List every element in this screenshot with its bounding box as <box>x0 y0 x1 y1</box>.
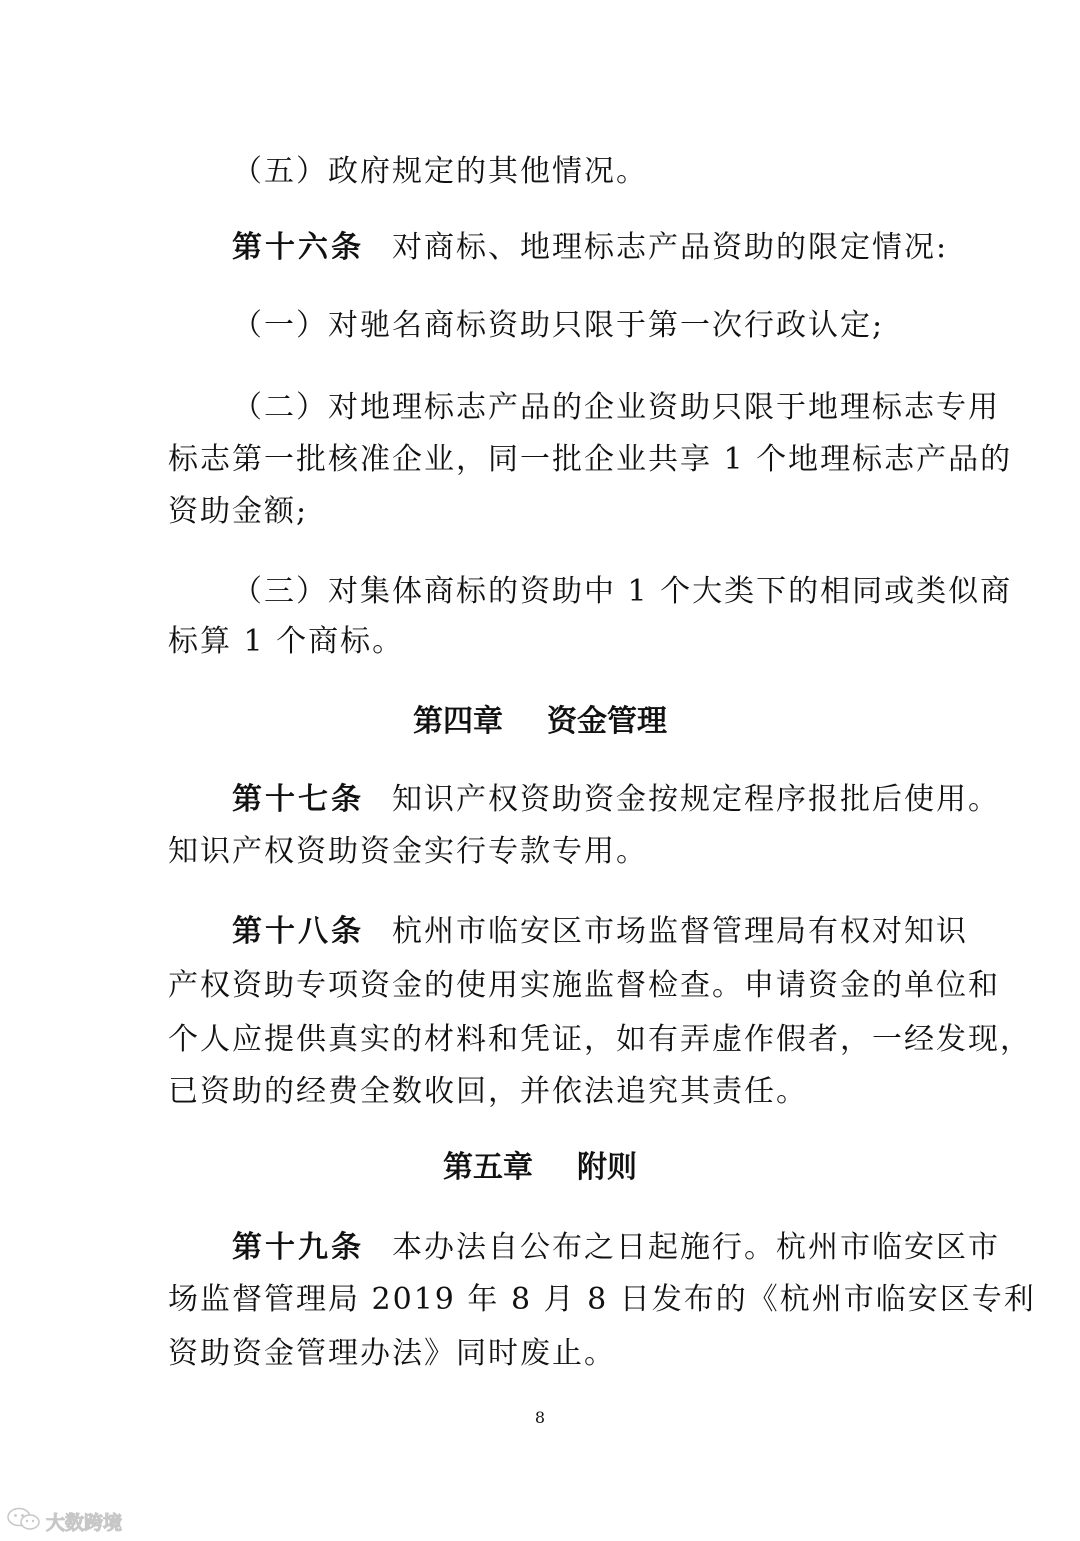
paragraph-text: 标算 1 个商标。 <box>168 624 405 659</box>
article-19-line-2 <box>168 1272 1036 1328</box>
article-17-line-2 <box>168 824 928 880</box>
chapter-title: 附则 <box>577 1150 637 1185</box>
wechat-logo-icon <box>6 1506 42 1536</box>
chapter-title: 资金管理 <box>547 704 667 739</box>
paragraph-item-5 <box>232 144 992 200</box>
article-text: 杭州市临安区市场监督管理局有权对知识 <box>392 914 968 949</box>
paragraph-text: 标志第一批核准企业，同一批企业共享 1 个地理标志产品的 <box>168 442 1013 477</box>
watermark-text: 大数跨境 <box>46 1511 123 1534</box>
article-17-line-1 <box>232 772 1000 828</box>
paragraph-text: 资助金额; <box>168 494 309 529</box>
article-text: 资助资金管理办法》同时废止。 <box>168 1336 616 1371</box>
chapter-number: 第五章 <box>443 1150 533 1185</box>
chapter-4-heading <box>0 694 1080 750</box>
article-text: 产权资助专项资金的使用实施监督检查。申请资金的单位和 <box>168 968 1000 1003</box>
article-text: 个人应提供真实的材料和凭证，如有弄虚作假者，一经发现， <box>168 1022 1032 1057</box>
paragraph-text: （三）对集体商标的资助中 1 个大类下的相同或类似商 <box>232 574 1013 609</box>
paragraph-item-2-line-3 <box>168 484 928 540</box>
article-18-line-1 <box>232 904 992 960</box>
chapter-5-heading <box>0 1140 1080 1196</box>
paragraph-text: （五）政府规定的其他情况。 <box>232 154 648 189</box>
paragraph-item-3-line-1 <box>232 564 1013 620</box>
article-label: 第十八条 <box>232 914 364 949</box>
article-text: 知识产权资助资金按规定程序报批后使用。 <box>392 782 1000 817</box>
paragraph-item-2-line-1 <box>232 380 1000 436</box>
article-text: 场监督管理局 2019 年 8 月 8 日发布的《杭州市临安区专利 <box>168 1282 1036 1317</box>
article-label: 第十九条 <box>232 1230 364 1265</box>
article-label: 第十七条 <box>232 782 364 817</box>
article-19-line-3 <box>168 1326 928 1382</box>
article-text: 本办法自公布之日起施行。杭州市临安区市 <box>392 1230 1000 1265</box>
paragraph-text: （二）对地理标志产品的企业资助只限于地理标志专用 <box>232 390 1000 425</box>
article-18-line-3 <box>168 1012 1032 1068</box>
watermark <box>6 1508 146 1534</box>
article-18-line-2 <box>168 958 1000 1014</box>
article-text: 已资助的经费全数收回，并依法追究其责任。 <box>168 1074 808 1109</box>
article-label: 第十六条 <box>232 230 364 265</box>
paragraph-text: （一）对驰名商标资助只限于第一次行政认定; <box>232 308 885 343</box>
article-text: 对商标、地理标志产品资助的限定情况: <box>392 230 949 265</box>
chapter-number: 第四章 <box>413 704 503 739</box>
article-text: 知识产权资助资金实行专款专用。 <box>168 834 648 869</box>
article-19-line-1 <box>232 1220 1000 1276</box>
paragraph-item-2-line-2 <box>168 432 1013 488</box>
page-number: 8 <box>534 1408 546 1427</box>
paragraph-item-1 <box>232 298 992 354</box>
article-18-line-4 <box>168 1064 928 1120</box>
article-16-heading <box>232 220 992 276</box>
paragraph-item-3-line-2 <box>168 614 928 670</box>
